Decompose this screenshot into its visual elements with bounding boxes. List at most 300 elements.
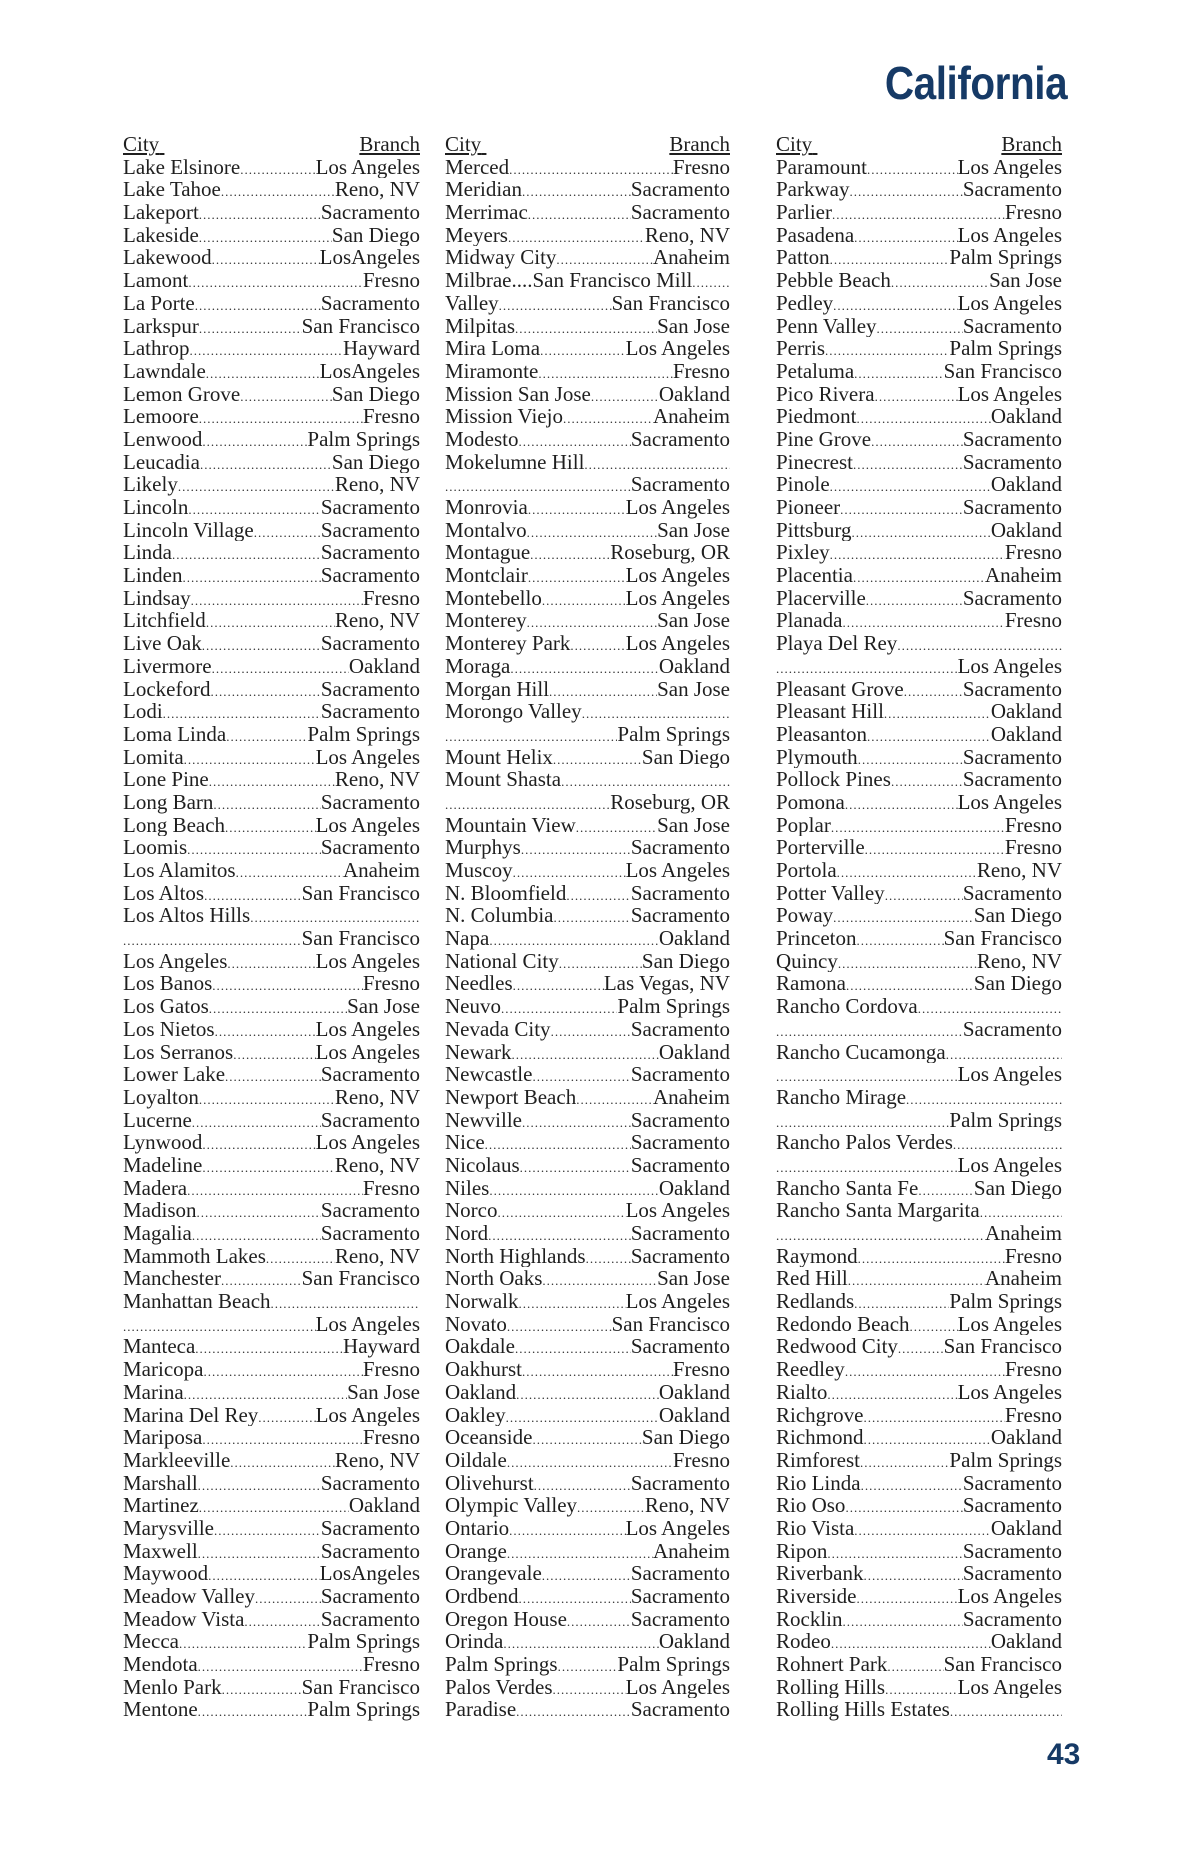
dot-leader <box>858 749 963 769</box>
directory-row <box>123 1154 420 1177</box>
city-name: Redondo Beach <box>776 1312 910 1336</box>
directory-row <box>445 678 730 701</box>
city-name: Patton <box>776 246 830 270</box>
dot-leader <box>577 1497 645 1517</box>
dot-leader <box>845 794 958 814</box>
directory-row <box>123 473 420 496</box>
branch-name: Sacramento <box>630 836 730 859</box>
dot-leader <box>854 1520 991 1540</box>
city-name: Rancho Cordova <box>776 995 918 1018</box>
dot-leader <box>833 295 957 315</box>
directory-row <box>123 451 420 474</box>
directory-row <box>123 836 420 859</box>
branch-name: Sacramento <box>962 1562 1062 1585</box>
directory-row <box>445 1358 730 1381</box>
branch-name: Oakland <box>990 518 1062 542</box>
dot-leader <box>233 1044 315 1064</box>
directory-row <box>123 791 420 814</box>
branch-name: San Jose <box>657 518 730 542</box>
city-name: Rocklin <box>776 1607 843 1631</box>
dot-leader <box>499 295 612 315</box>
directory-row <box>123 1086 420 1109</box>
branch-name: San Jose <box>657 314 730 338</box>
dot-leader <box>213 794 320 814</box>
directory-row <box>445 814 730 837</box>
city-name: Lawndale <box>123 359 206 383</box>
branch-name: San Diego <box>331 223 420 247</box>
directory-row <box>445 587 730 610</box>
branch-name: San Francisco <box>943 359 1062 383</box>
branch-name: Los Angeles <box>315 745 420 769</box>
branch-name: Reno, NV <box>334 1085 420 1109</box>
directory-row <box>123 1540 420 1563</box>
header-branch-label: Branch <box>359 133 420 156</box>
directory-row <box>776 201 1062 224</box>
branch-name: LosAngeles <box>319 359 420 383</box>
city-name: Pioneer <box>776 496 841 519</box>
city-name: Princeton <box>776 927 857 950</box>
city-name: Poplar <box>776 813 831 837</box>
directory-row <box>123 1109 420 1132</box>
branch-name: Sacramento <box>320 790 420 814</box>
city-name: Marshall <box>123 1471 198 1495</box>
dot-leader <box>236 862 343 882</box>
dot-leader <box>212 249 320 269</box>
city-name: Los Serranos <box>123 1040 234 1064</box>
branch-name: Reno, NV <box>334 473 420 496</box>
branch-name: Los Angeles <box>625 564 730 587</box>
directory-row <box>123 882 420 905</box>
directory-row <box>776 405 1062 428</box>
branch-name: Sacramento <box>320 1607 420 1631</box>
dot-leader <box>485 1134 631 1154</box>
city-name: Valley <box>445 291 499 315</box>
city-name: Lake Elsinore <box>123 155 241 179</box>
branch-name: Hayward <box>343 337 420 360</box>
city-name: Plymouth <box>776 745 858 769</box>
dot-leader <box>163 703 321 723</box>
dot-leader <box>567 1611 631 1631</box>
dot-leader <box>776 1225 985 1245</box>
dot-leader <box>776 658 958 678</box>
city-name: Ontario <box>445 1516 510 1540</box>
city-name: Lucerne <box>123 1108 192 1132</box>
directory-row <box>123 859 420 882</box>
dot-leader <box>865 839 1005 859</box>
branch-name: San Francisco <box>943 1335 1062 1359</box>
branch-name: Oakland <box>990 1426 1062 1449</box>
branch-name: Fresno <box>362 269 420 292</box>
branch-name: Los Angeles <box>625 1516 730 1540</box>
directory-row <box>445 1540 730 1563</box>
dot-leader <box>206 363 320 383</box>
dot-leader <box>776 1157 958 1177</box>
directory-row <box>776 768 1062 791</box>
dot-leader <box>891 771 963 791</box>
directory-row <box>445 655 730 678</box>
directory-row <box>445 451 730 474</box>
city-name: Riverbank <box>776 1562 864 1585</box>
directory-row <box>123 428 420 451</box>
city-name: N. Columbia <box>445 904 554 928</box>
directory-row <box>123 405 420 428</box>
directory-row <box>123 609 420 632</box>
branch-name: Sacramento <box>962 314 1062 338</box>
city-name: Rialto <box>776 1380 828 1404</box>
branch-name: Sacramento <box>320 1471 420 1495</box>
branch-name: Palm Springs <box>949 246 1062 270</box>
city-name: Planada <box>776 609 843 633</box>
city-name: Playa Del Rey <box>776 632 898 655</box>
directory-row <box>445 1267 730 1290</box>
directory-row <box>123 904 420 927</box>
directory-row <box>776 1335 1062 1358</box>
city-name: Morongo Valley <box>445 700 582 723</box>
city-name: Paramount <box>776 155 867 179</box>
branch-name: Los Angeles <box>625 859 730 882</box>
city-name: Marina Del Rey <box>123 1403 259 1427</box>
city-name: Los Angeles <box>123 949 228 973</box>
directory-row <box>776 1630 1062 1653</box>
branch-name: Los Angeles <box>315 1312 420 1336</box>
city-name: Martinez <box>123 1494 199 1517</box>
header-branch-label: Branch <box>1001 133 1062 156</box>
dot-leader <box>199 408 363 428</box>
dot-leader <box>563 408 653 428</box>
directory-row <box>445 360 730 383</box>
branch-name: Sacramento <box>630 1222 730 1245</box>
branch-name: Los Angeles <box>315 155 420 179</box>
directory-row <box>776 1222 1062 1245</box>
city-name: Lincoln <box>123 496 189 519</box>
branch-name: Palm Springs <box>949 1448 1062 1472</box>
directory-row <box>776 1585 1062 1608</box>
directory-row <box>123 1585 420 1608</box>
city-name: Pebble Beach <box>776 269 891 292</box>
dot-leader <box>887 1656 943 1676</box>
directory-row <box>445 1608 730 1631</box>
city-name: Rolling Hills <box>776 1675 886 1699</box>
city-name: Orangevale <box>445 1562 542 1585</box>
directory-row <box>123 927 420 950</box>
directory-row <box>776 496 1062 519</box>
dot-leader <box>506 1407 659 1427</box>
branch-name: Palm Springs <box>949 1290 1062 1313</box>
branch-name: Fresno <box>362 1358 420 1381</box>
dot-leader <box>582 703 730 723</box>
dot-leader <box>534 1475 631 1495</box>
dot-leader <box>215 1021 316 1041</box>
directory-row <box>123 383 420 406</box>
dot-leader <box>558 1656 618 1676</box>
dot-leader <box>507 1543 653 1563</box>
directory-row <box>123 587 420 610</box>
directory-row <box>445 519 730 542</box>
directory-row <box>123 156 420 179</box>
directory-row <box>445 473 730 496</box>
dot-leader <box>203 1361 362 1381</box>
directory-row <box>123 1063 420 1086</box>
branch-name: Sacramento <box>320 496 420 519</box>
branch-name: San Francisco <box>611 291 730 315</box>
branch-name: Oakland <box>658 927 730 950</box>
city-name: Maywood <box>123 1562 209 1585</box>
dot-leader <box>540 340 626 360</box>
dot-leader <box>445 476 631 496</box>
directory-row <box>776 1540 1062 1563</box>
directory-row <box>123 768 420 791</box>
directory-row <box>123 1404 420 1427</box>
branch-name: Fresno <box>1004 1403 1062 1427</box>
dot-leader <box>527 612 657 632</box>
directory-row <box>776 995 1062 1018</box>
city-name: Mokelumne Hill <box>445 450 585 474</box>
directory-row <box>776 1698 1062 1721</box>
directory-row <box>776 927 1062 950</box>
city-name: Montague <box>445 541 531 565</box>
branch-name: San Diego <box>641 745 730 769</box>
dot-leader <box>202 635 321 655</box>
directory-row <box>776 882 1062 905</box>
branch-name: Sacramento <box>630 1131 730 1154</box>
directory-row <box>445 541 730 564</box>
branch-name: Sacramento <box>630 1153 730 1177</box>
city-name: Lakeside <box>123 223 199 247</box>
dot-leader <box>830 544 1005 564</box>
column-1 <box>123 133 420 1721</box>
city-name: Morgan Hill <box>445 677 550 701</box>
city-name: Nevada City <box>445 1017 551 1041</box>
dot-leader <box>904 681 963 701</box>
dot-leader <box>846 975 974 995</box>
directory-row <box>445 1063 730 1086</box>
dot-leader <box>851 522 990 542</box>
dot-leader <box>206 612 335 632</box>
branch-name: Palm Springs <box>307 722 420 746</box>
dot-leader <box>843 1611 963 1631</box>
directory-row <box>445 632 730 655</box>
city-name: Mentone <box>123 1698 198 1722</box>
directory-row <box>445 224 730 247</box>
dot-leader <box>860 1452 949 1472</box>
branch-name: Sacramento <box>630 1607 730 1631</box>
dot-leader <box>226 726 307 746</box>
directory-row <box>776 1653 1062 1676</box>
dot-leader <box>210 681 320 701</box>
directory-row <box>445 269 730 292</box>
city-name: Lemon Grove <box>123 382 241 406</box>
branch-name: Los Angeles <box>625 1675 730 1699</box>
directory-row <box>123 632 420 655</box>
branch-name: Los Angeles <box>625 1290 730 1313</box>
city-name: Miramonte <box>445 359 539 383</box>
directory-row <box>776 632 1062 655</box>
directory-row <box>123 1267 420 1290</box>
city-name: North Oaks <box>445 1267 543 1291</box>
city-name: Rancho Cucamonga <box>776 1040 946 1064</box>
city-name: Likely <box>123 473 178 496</box>
column-header <box>123 133 420 156</box>
branch-name: Fresno <box>1004 541 1062 565</box>
city-name: Moraga <box>445 654 511 678</box>
dot-leader <box>528 204 631 224</box>
dot-leader <box>227 953 315 973</box>
city-name: Rolling Hills Estates <box>776 1698 950 1722</box>
dot-leader <box>518 1293 625 1313</box>
directory-row <box>445 1426 730 1449</box>
dot-leader <box>946 1044 1062 1064</box>
dot-leader <box>864 1429 991 1449</box>
directory-row <box>445 1472 730 1495</box>
branch-name: Reno, NV <box>334 1448 420 1472</box>
directory-row <box>776 723 1062 746</box>
directory-row <box>123 1608 420 1631</box>
branch-name: Sacramento <box>320 1063 420 1086</box>
dot-leader <box>516 1384 659 1404</box>
branch-name: Oakland <box>658 1040 730 1064</box>
city-name: Napa <box>445 927 490 950</box>
branch-name: Fresno <box>672 1448 730 1472</box>
branch-name: Roseburg, OR <box>610 790 730 814</box>
city-name: Oceanside <box>445 1426 533 1449</box>
dot-leader <box>854 363 943 383</box>
branch-name: Fresno <box>672 1358 730 1381</box>
branch-name: San Diego <box>973 972 1062 996</box>
dot-leader <box>950 1701 1062 1721</box>
dot-leader <box>838 953 977 973</box>
branch-name: San Francisco <box>301 927 420 950</box>
directory-row <box>776 1517 1062 1540</box>
directory-row <box>123 360 420 383</box>
dot-leader <box>507 1452 673 1472</box>
branch-name: Los Angeles <box>625 632 730 655</box>
header-city-label: City <box>123 133 160 156</box>
city-name: Livermore <box>123 654 212 678</box>
branch-name: Palm Springs <box>617 722 730 746</box>
city-name: Petaluma <box>776 359 855 383</box>
city-name: Lomita <box>123 745 184 769</box>
dot-leader <box>866 590 963 610</box>
branch-name: Los Angeles <box>625 586 730 610</box>
dot-leader <box>189 340 343 360</box>
dot-leader <box>212 975 363 995</box>
dot-leader <box>199 1089 335 1109</box>
directory-row <box>445 564 730 587</box>
branch-name: Los Angeles <box>315 1017 420 1041</box>
directory-row <box>445 1404 730 1427</box>
city-name: Oakhurst <box>445 1358 522 1381</box>
dot-leader <box>518 1588 630 1608</box>
branch-name: Palm Springs <box>617 995 730 1018</box>
directory-row <box>445 246 730 269</box>
city-name: Milpitas <box>445 314 516 338</box>
city-name: Piedmont <box>776 405 857 428</box>
dot-leader <box>831 1633 991 1653</box>
branch-name: Palm Springs <box>307 1698 420 1722</box>
dot-leader <box>208 1565 320 1585</box>
branch-name: Sacramento <box>630 1063 730 1086</box>
directory-row <box>445 791 730 814</box>
city-name: Los Nietos <box>123 1017 215 1041</box>
dot-leader <box>198 1543 321 1563</box>
city-name: Los Banos <box>123 972 213 996</box>
dot-leader <box>202 1134 315 1154</box>
directory-row <box>445 315 730 338</box>
branch-name: Sacramento <box>962 178 1062 202</box>
dot-leader <box>906 1089 1062 1109</box>
directory-row <box>776 678 1062 701</box>
directory-row <box>776 1426 1062 1449</box>
city-name: Newport Beach <box>445 1085 577 1109</box>
dot-leader <box>507 1316 612 1336</box>
city-name: Oakland <box>445 1380 517 1404</box>
city-name: Poway <box>776 904 834 928</box>
directory-row <box>123 1494 420 1517</box>
branch-name: San Francisco <box>611 1312 730 1336</box>
city-name: Neuvo <box>445 995 501 1018</box>
city-name: Long Beach <box>123 813 226 837</box>
directory-row <box>776 746 1062 769</box>
city-name: Pittsburg <box>776 518 852 542</box>
branch-name: Sacramento <box>320 1222 420 1245</box>
dot-leader <box>576 1089 653 1109</box>
directory-row <box>123 746 420 769</box>
city-name: Needles <box>445 972 513 996</box>
directory-row <box>445 1585 730 1608</box>
city-name: Lake Tahoe <box>123 178 221 202</box>
directory-row <box>123 1517 420 1540</box>
directory-row <box>123 723 420 746</box>
branch-name: San Diego <box>641 1426 730 1449</box>
branch-name: Sacramento <box>320 677 420 701</box>
dot-leader <box>528 499 626 519</box>
branch-name: Anaheim <box>653 405 730 428</box>
directory-row <box>776 1358 1062 1381</box>
city-name: Montclair <box>445 564 528 587</box>
city-name: Mecca <box>123 1630 179 1654</box>
directory-row <box>776 269 1062 292</box>
dot-leader <box>204 885 301 905</box>
branch-name: San Jose <box>657 677 730 701</box>
dot-leader <box>584 454 730 474</box>
directory-row <box>776 178 1062 201</box>
city-name: Rio Vista <box>776 1516 855 1540</box>
branch-name: San Francisco <box>943 1653 1062 1676</box>
dot-leader <box>885 1679 957 1699</box>
dot-leader <box>867 159 958 179</box>
dot-leader <box>510 658 659 678</box>
branch-name: Palm Springs <box>949 1108 1062 1132</box>
dot-leader <box>199 318 302 338</box>
branch-name: Hayward <box>343 1335 420 1359</box>
directory-row <box>123 1290 420 1313</box>
dot-leader <box>520 1157 631 1177</box>
branch-name: Sacramento <box>320 836 420 859</box>
city-name: Larkspur <box>123 314 199 338</box>
directory-row <box>445 723 730 746</box>
city-name: Lockeford <box>123 677 211 701</box>
branch-name: Fresno <box>672 155 730 179</box>
dot-leader <box>980 1202 1062 1222</box>
dot-leader <box>918 1180 974 1200</box>
directory-row <box>776 1199 1062 1222</box>
branch-name: Palm Springs <box>617 1653 730 1676</box>
directory-row <box>445 1698 730 1721</box>
dot-leader <box>178 476 335 496</box>
dot-leader <box>877 318 963 338</box>
directory-row <box>445 1517 730 1540</box>
branch-name: Los Angeles <box>957 382 1062 406</box>
